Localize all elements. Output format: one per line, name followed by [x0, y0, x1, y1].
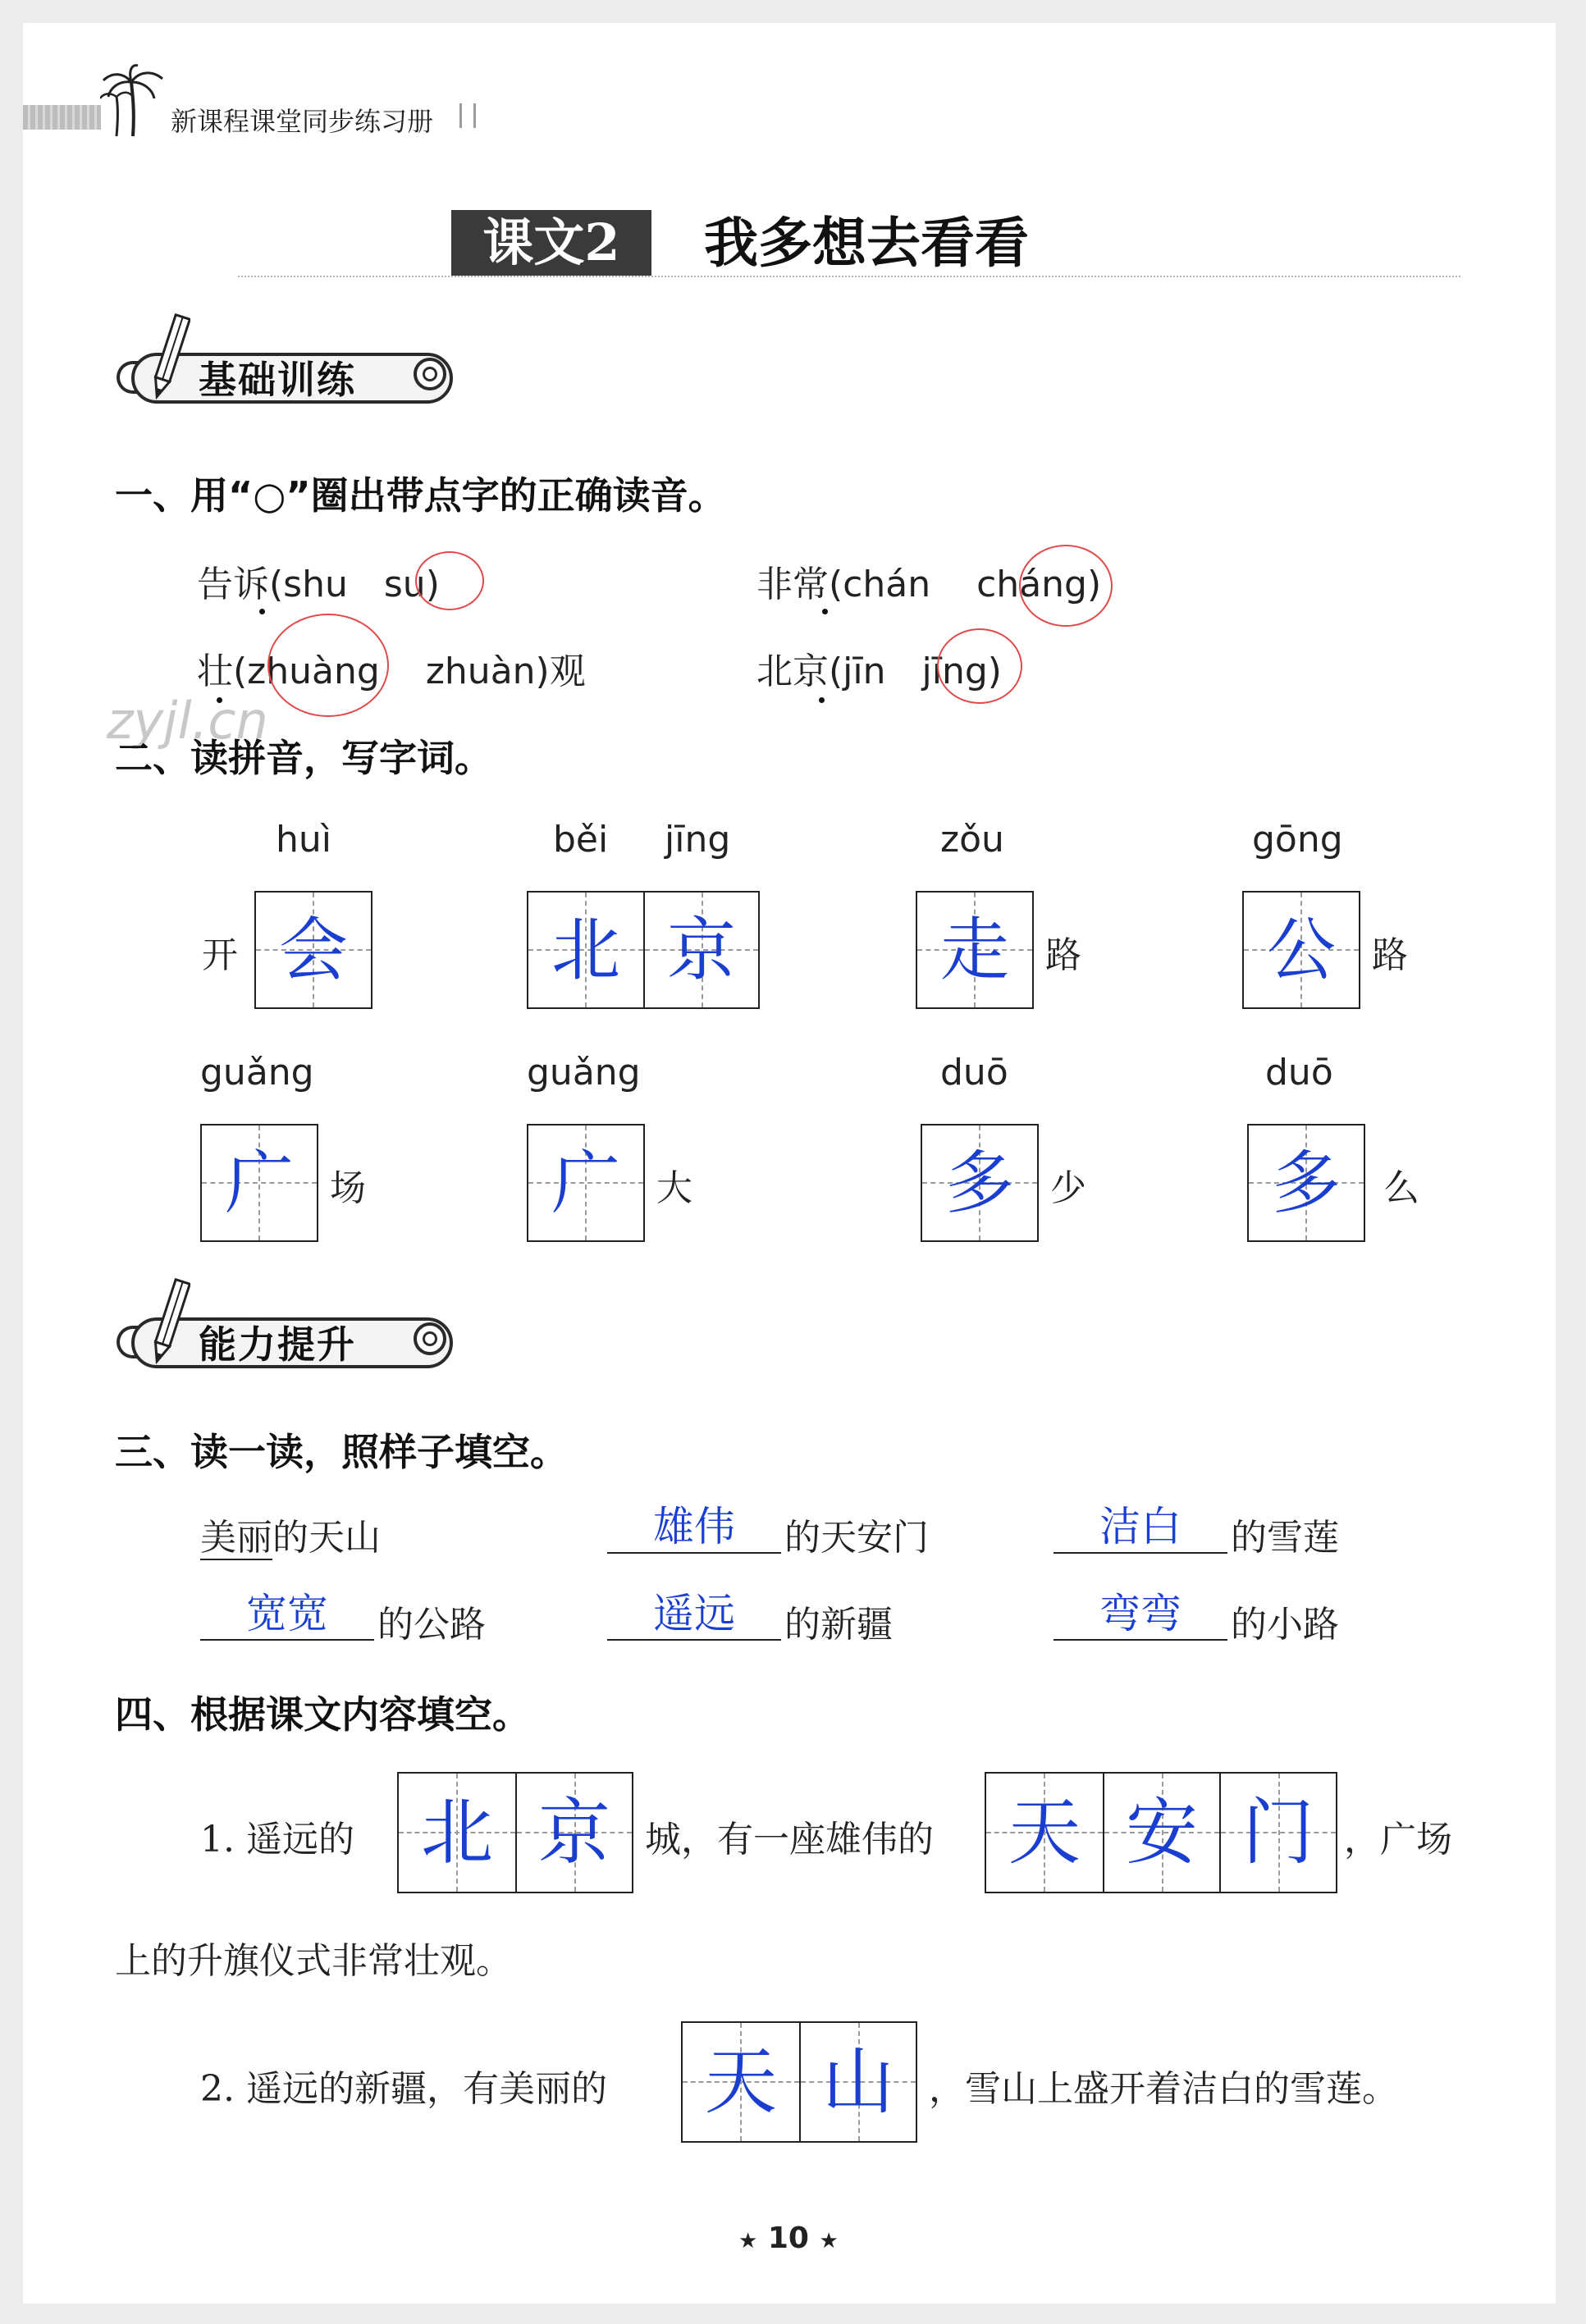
q1-item-4-word: 北京( [756, 651, 843, 692]
answer-char: 多 [944, 1143, 1014, 1223]
q1-item-1 [197, 555, 440, 607]
q1-item-3-opt2[interactable]: zhuàn [425, 651, 536, 692]
lesson-title: 我多想去看看 [704, 211, 1029, 275]
tag-ring-icon [414, 1322, 446, 1355]
page-number-footer [738, 2221, 839, 2255]
question-2-title: 二、读拼音，写字词。 [115, 736, 492, 780]
answer-char: 广 [224, 1143, 294, 1223]
answer-char: 多 [1271, 1143, 1341, 1223]
section-tag-basic [117, 345, 455, 410]
writing-grid [397, 1772, 633, 1893]
header-divider [459, 103, 476, 128]
emphasis-dot [822, 609, 828, 614]
pencil-icon [149, 1276, 190, 1367]
q1-item-2-opt1[interactable]: chán [843, 564, 931, 605]
pinyin: guǎng [200, 1052, 314, 1094]
answer-char: 北 [420, 1790, 493, 1874]
watermark: zyjl.cn [107, 691, 268, 751]
word-text: 开 [202, 934, 238, 976]
word-text: 路 [1045, 934, 1081, 976]
q4-s2-part-b: ，雪山上盛开着洁白的雪莲。 [929, 2068, 1398, 2110]
writing-grid [916, 891, 1034, 1009]
grid-cell[interactable] [1219, 1774, 1336, 1892]
grid-cell[interactable] [528, 1125, 643, 1240]
fill-blank[interactable]: 宽宽 [200, 1588, 374, 1641]
answer-char: 山 [821, 2039, 894, 2124]
grid-cell[interactable] [515, 1774, 632, 1892]
grid-cell[interactable] [399, 1774, 515, 1892]
q1-item-2-opt2[interactable]: cháng [976, 564, 1087, 605]
grid-cell[interactable] [922, 1125, 1037, 1240]
emphasis-dot [259, 609, 265, 614]
blank-suffix: 的小路 [1231, 1604, 1339, 1646]
answer-char: 公 [1266, 910, 1336, 990]
word-text: 大 [656, 1167, 692, 1209]
blank-suffix: 的天安门 [784, 1517, 929, 1559]
grid-cell[interactable] [256, 893, 371, 1007]
q4-s2-part-a: 2. 遥远的新疆，有美丽的 [200, 2068, 607, 2110]
grid-cell[interactable] [202, 1125, 317, 1240]
section-tag-advanced [117, 1309, 455, 1375]
tag-ring-icon [414, 358, 446, 390]
blank-suffix: 的新疆 [784, 1604, 893, 1646]
q1-item-2-close: ) [1086, 564, 1102, 605]
lesson-badge: 课文2 [451, 210, 651, 276]
writing-grid [921, 1124, 1039, 1242]
pinyin: gōng [1252, 819, 1343, 861]
emphasis-dot [819, 697, 825, 703]
writing-grid [527, 891, 760, 1009]
grid-cell[interactable] [917, 893, 1032, 1007]
page-number: 10 [767, 2221, 809, 2255]
pinyin: běi [553, 819, 609, 861]
q3-example [200, 1508, 381, 1560]
answer-char: 京 [537, 1790, 610, 1874]
q1-item-3-word: 壮( [197, 651, 248, 692]
answer-char: 安 [1125, 1790, 1198, 1874]
fill-blank[interactable]: 雄伟 [607, 1501, 781, 1554]
q1-item-1-close: ) [425, 564, 440, 605]
answer-circle [937, 628, 1022, 704]
q4-s1-part-b: 城，有一座雄伟的 [645, 1819, 934, 1861]
grid-cell[interactable] [986, 1774, 1103, 1892]
section-title-advanced: 能力提升 [199, 1322, 356, 1367]
blank-suffix: 的雪莲 [1231, 1517, 1339, 1559]
book-title: 新课程课堂同步练习册 [171, 106, 434, 137]
writing-grid [200, 1124, 318, 1242]
palm-tree-icon [100, 64, 166, 138]
grid-cell[interactable] [799, 2023, 916, 2141]
answer-char: 门 [1241, 1790, 1314, 1874]
q4-s1-part-a: 1. 遥远的 [200, 1819, 354, 1861]
pinyin: huì [276, 819, 331, 861]
answer-char: 北 [551, 910, 620, 990]
q1-item-2-word: 非常( [756, 564, 843, 605]
writing-grid [527, 1124, 645, 1242]
blank-suffix: 的公路 [377, 1604, 486, 1646]
q1-item-3-close: )观 [535, 651, 586, 692]
pinyin: zǒu [940, 819, 1004, 861]
section-title-basic: 基础训练 [199, 358, 356, 402]
answer-char: 天 [1008, 1790, 1081, 1874]
q1-item-3 [197, 641, 586, 694]
grid-cell[interactable] [643, 893, 758, 1007]
q3-example-adjective: 美丽 [200, 1517, 272, 1559]
answer-char: 广 [551, 1143, 620, 1223]
fill-blank[interactable]: 遥远 [607, 1588, 781, 1641]
fill-blank[interactable]: 洁白 [1054, 1501, 1227, 1554]
word-text: 少 [1050, 1167, 1086, 1209]
q4-s1-part-c: ，广场 [1344, 1819, 1452, 1861]
writing-grid [681, 2021, 917, 2143]
grid-cell[interactable] [528, 893, 643, 1007]
answer-char: 走 [939, 910, 1009, 990]
answer-circle [267, 614, 389, 717]
q1-item-3-opt1[interactable]: zhuàng [247, 651, 380, 692]
pencil-icon [149, 312, 190, 402]
q1-item-4-opt1[interactable]: jīn [843, 651, 886, 692]
star-icon: ★ [819, 2229, 839, 2253]
answer-circle [415, 551, 484, 610]
grid-cell[interactable] [1249, 1125, 1364, 1240]
answer-char: 京 [666, 910, 736, 990]
fill-blank[interactable]: 弯弯 [1054, 1588, 1227, 1641]
word-text: 么 [1383, 1167, 1419, 1209]
star-icon: ★ [738, 2229, 758, 2253]
q1-item-4-opt2[interactable]: jīng [921, 651, 988, 692]
question-4-title: 四、根据课文内容填空。 [115, 1692, 530, 1737]
writing-grid [985, 1772, 1337, 1893]
answer-char: 天 [704, 2039, 777, 2124]
header-decor-bar [23, 105, 101, 130]
pinyin: guǎng [527, 1052, 641, 1094]
question-3-title: 三、读一读，照样子填空。 [115, 1430, 568, 1474]
word-text: 路 [1372, 934, 1408, 976]
title-divider [238, 276, 1460, 277]
writing-grid [254, 891, 373, 1009]
q1-item-4-close: ) [987, 651, 1002, 692]
writing-grid [1242, 891, 1360, 1009]
grid-cell[interactable] [1103, 1774, 1219, 1892]
writing-grid [1247, 1124, 1365, 1242]
answer-char: 会 [278, 910, 348, 990]
q1-item-1-word: 告诉( [197, 564, 284, 605]
word-text: 场 [330, 1167, 366, 1209]
answer-circle [1019, 545, 1113, 627]
q4-s1-part-d: 上的升旗仪式非常壮观。 [115, 1940, 512, 1982]
question-1-title: 一、用“○”圈出带点字的正确读音。 [115, 473, 726, 518]
grid-cell[interactable] [683, 2023, 799, 2141]
pinyin: jīng [665, 819, 731, 861]
grid-cell[interactable] [1244, 893, 1359, 1007]
q1-item-1-opt1[interactable]: shu [283, 564, 348, 605]
pinyin: duō [1265, 1052, 1333, 1094]
pinyin: duō [940, 1052, 1008, 1094]
q3-example-rest: 的天山 [272, 1517, 381, 1559]
q1-item-1-opt2[interactable]: su [383, 564, 426, 605]
